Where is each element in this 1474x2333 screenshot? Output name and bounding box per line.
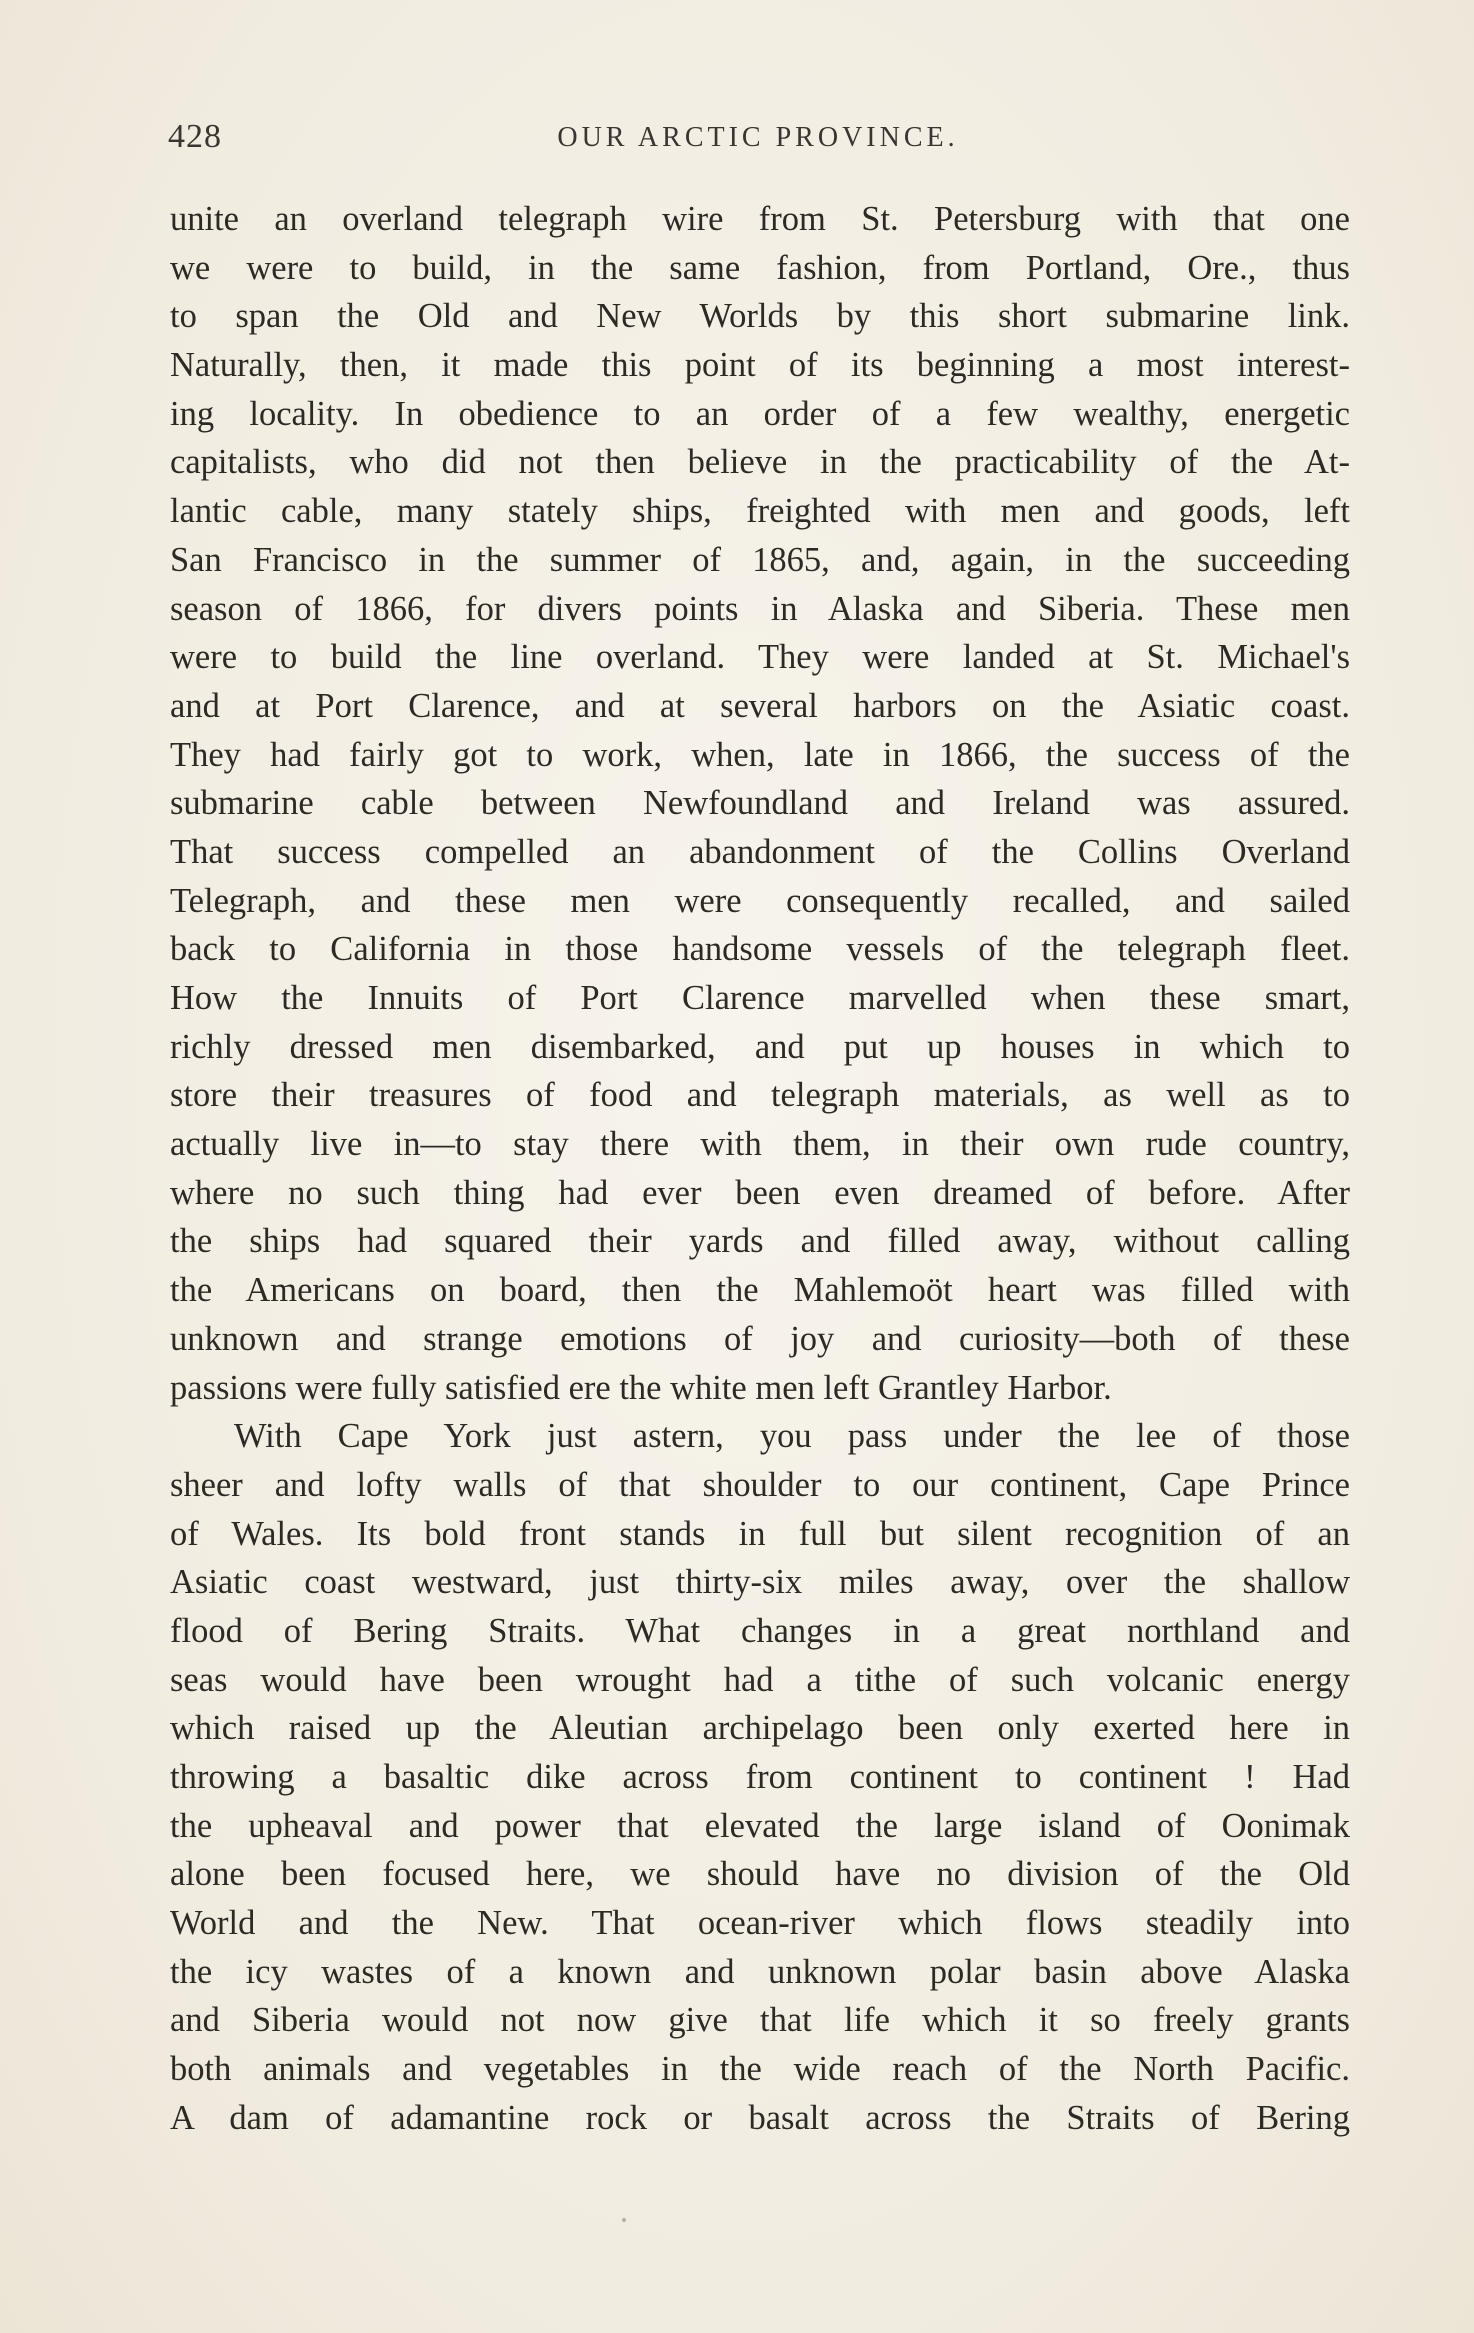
text-line: Asiatic coast westward, just thirty-six miles away, over the shallow xyxy=(170,1563,1350,1602)
text-line: Naturally, then, it made this point of its beginning a most interest- xyxy=(170,346,1350,385)
text-line: How the Innuits of Port Clarence marvelled when these smart, xyxy=(170,979,1350,1017)
text-line: World and the New. That ocean-river which flows steadily into xyxy=(170,1904,1350,1943)
paragraph-end-line: passions were fully satisfied ere the white men left Grantley Harbor. xyxy=(170,1368,1112,1407)
page-number: 428 xyxy=(168,118,222,155)
text-line: richly dressed men disembarked, and put up houses in which to xyxy=(170,1027,1350,1066)
text-line: back to California in those handsome vessels of the telegraph fleet. xyxy=(170,930,1350,969)
body-text xyxy=(170,195,1350,2143)
text-line: unknown and strange emotions of joy and curiosity—both of these xyxy=(170,1319,1350,1358)
text-line: to span the Old and New Worlds by this short submarine link. xyxy=(170,297,1350,336)
text-line: which raised up the Aleutian archipelago been only exerted here in xyxy=(170,1709,1350,1748)
text-line: capitalists, who did not then believe in the practicability of the At- xyxy=(170,443,1350,482)
text-line: actually live in—to stay there with them, in their own rude country, xyxy=(170,1125,1350,1164)
text-line: the upheaval and power that elevated the large island of Oonimak xyxy=(170,1806,1350,1845)
text-line: we were to build, in the same fashion, from Portland, Ore., thus xyxy=(170,248,1350,287)
text-line: Telegraph, and these men were consequently recalled, and sailed xyxy=(170,881,1350,920)
text-line: the ships had squared their yards and filled away, without calling xyxy=(170,1222,1350,1261)
text-line: were to build the line overland. They were landed at St. Michael's xyxy=(170,638,1350,677)
text-line: throwing a basaltic dike across from continent to continent ! Had xyxy=(170,1758,1350,1796)
paragraph-start-line: With Cape York just astern, you pass under the lee of those xyxy=(234,1417,1350,1456)
text-line: the Americans on board, then the Mahlemoöt heart was filled with xyxy=(170,1271,1350,1310)
text-line: sheer and lofty walls of that shoulder to our continent, Cape Prince xyxy=(170,1465,1350,1504)
text-line: seas would have been wrought had a tithe of such volcanic energy xyxy=(170,1660,1350,1699)
text-line: the icy wastes of a known and unknown polar basin above Alaska xyxy=(170,1952,1350,1991)
text-line: flood of Bering Straits. What changes in a great northland and xyxy=(170,1611,1350,1650)
text-line: They had fairly got to work, when, late in 1866, the success of the xyxy=(170,735,1350,774)
text-line: unite an overland telegraph wire from St. Petersburg with that one xyxy=(170,200,1350,238)
text-line: ing locality. In obedience to an order of a few wealthy, energetic xyxy=(170,394,1350,433)
text-line: where no such thing had ever been even dreamed of before. After xyxy=(170,1173,1350,1212)
text-line: That success compelled an abandonment of the Collins Overland xyxy=(170,832,1350,871)
text-line: alone been focused here, we should have no division of the Old xyxy=(170,1855,1350,1894)
page-header xyxy=(168,118,1348,168)
paper-speck xyxy=(622,2218,626,2222)
text-line: lantic cable, many stately ships, freighted with men and goods, left xyxy=(170,492,1350,531)
text-line: of Wales. Its bold front stands in full but silent recognition of an xyxy=(170,1514,1350,1553)
text-line: store their treasures of food and telegraph materials, as well as to xyxy=(170,1076,1350,1115)
text-line: and Siberia would not now give that life which it so freely grants xyxy=(170,2001,1350,2040)
text-line: A dam of adamantine rock or basalt across the Straits of Bering xyxy=(170,2098,1350,2137)
text-line: season of 1866, for divers points in Alaska and Siberia. These men xyxy=(170,589,1350,628)
text-line: submarine cable between Newfoundland and Ireland was assured. xyxy=(170,784,1350,823)
text-line: and at Port Clarence, and at several harbors on the Asiatic coast. xyxy=(170,686,1350,725)
text-line: both animals and vegetables in the wide reach of the North Pacific. xyxy=(170,2050,1350,2089)
running-head: OUR ARCTIC PROVINCE. xyxy=(557,122,959,153)
text-line: San Francisco in the summer of 1865, and, again, in the succeeding xyxy=(170,540,1350,579)
